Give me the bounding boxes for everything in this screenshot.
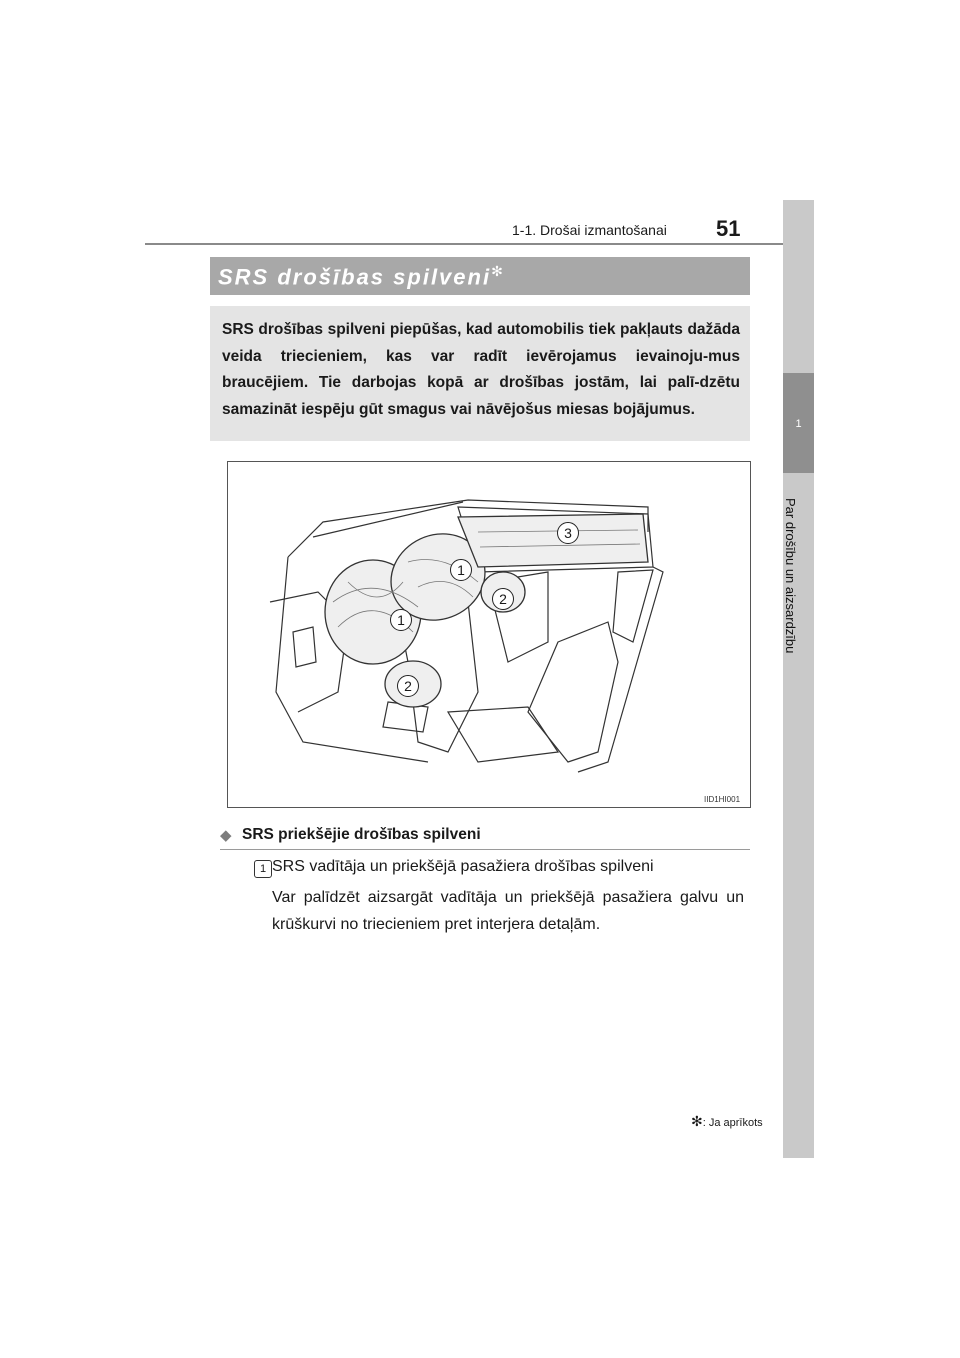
section-title-text: SRS drošības spilveni [218,264,492,290]
footnote-marker: ✻ [691,1113,703,1129]
chapter-title: Par drošību un aizsardzību [783,498,798,654]
footnote-text: : Ja aprīkots [702,1117,763,1129]
diamond-bullet-icon: ◆ [220,827,232,844]
item-description: Var palīdzēt aizsargāt vadītāja un priekšējā pasažiera galvu un krūškurvi no triecieniem pret interjera detaļām. [272,889,744,933]
callout-marker: 2 [492,588,514,610]
section-title [218,263,505,290]
callout-marker: 1 [450,559,472,581]
callout-marker: 2 [397,675,419,697]
callout-marker: 3 [557,522,579,544]
car-interior-drawing [228,462,750,807]
title-marker: ✻ [491,263,505,279]
page-number: 51 [716,216,741,241]
chapter-sidebar [783,200,814,1158]
item-number-box: 1 [254,860,272,878]
section-reference: 1-1. Drošai izmantošanai [512,222,667,238]
header-rule [145,243,783,245]
footnote [691,1113,763,1130]
chapter-number: 1 [795,418,802,430]
subsection-heading: SRS priekšējie drošības spilveni [242,826,481,843]
subsection-rule [220,849,750,850]
figure-code: IID1HI001 [704,795,741,804]
callout-marker: 1 [390,609,412,631]
airbag-illustration [227,461,751,808]
intro-text: SRS drošības spilveni piepūšas, kad automobilis tiek pakļauts dažāda veida triecieniem, kas var radīt ievērojamus ievainoju-mus braucējiem. Tie darbojas kopā ar drošības jostām, lai palī-dzētu samazināt iespēju gūt smagus vai nāvējošus miesas bojājumus. [222,321,740,418]
item-title: SRS vadītāja un priekšējā pasažiera drošības spilveni [272,858,654,875]
